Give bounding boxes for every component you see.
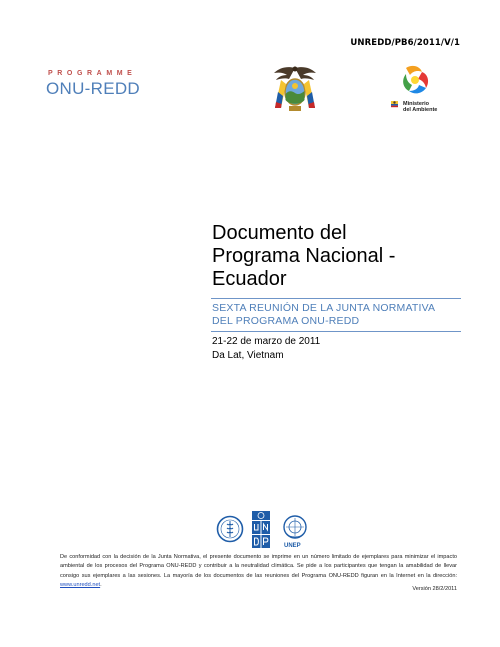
document-code: UNREDD/PB6/2011/V/1 [350, 38, 460, 48]
logo-onu-redd-text: ONU-REDD [46, 79, 141, 98]
subtitle-line-2: DEL PROGRAMA ONU-REDD [212, 315, 360, 327]
fao-logo-icon [216, 515, 244, 543]
unep-label: UNEP [284, 543, 301, 549]
environmental-notice [60, 553, 457, 591]
title-line-2: Programa Nacional - [212, 245, 396, 267]
ministerio-line1: Ministerio [403, 101, 429, 107]
ecuador-coat-of-arms-icon [272, 64, 318, 116]
undp-logo-icon [252, 511, 270, 548]
notice-text: De conformidad con la decisión de la Junta Normativa, el presente documento se imprime en un número limitado de ejemplares para minimizar el impacto ambiental de los procesos del Programa ONU-REDD y contribuir a la neutralidad climática. Se pide a los participantes que tengan la amabilidad de llevar consigo sus ejemplares a las sesiones. La mayoría de los documentos de las reuniones del Programa ONU-REDD figuran en la Internet en la dirección: [60, 554, 457, 579]
unredd-website-link[interactable]: www.unredd.net [60, 582, 101, 589]
title-line-3: Ecuador [212, 268, 287, 290]
title-line-1: Documento del [212, 222, 347, 244]
notice-suffix: . [100, 582, 102, 589]
onu-redd-logo [46, 70, 156, 99]
document-title [212, 222, 472, 291]
ministerio-text [403, 101, 437, 113]
meeting-place: Da Lat, Vietnam [212, 350, 284, 361]
meeting-date: 21-22 de marzo de 2011 [212, 336, 321, 347]
logo-programme-text: PROGRAMME [48, 70, 137, 77]
meeting-subtitle [212, 302, 472, 328]
ministerio-line2: del Ambiente [403, 107, 438, 113]
title-divider-bottom [211, 331, 461, 332]
title-divider-top [211, 298, 461, 299]
version-label: Versión 28/2/2011 [412, 586, 457, 592]
subtitle-line-1: SEXTA REUNIÓN DE LA JUNTA NORMATIVA [212, 302, 436, 314]
